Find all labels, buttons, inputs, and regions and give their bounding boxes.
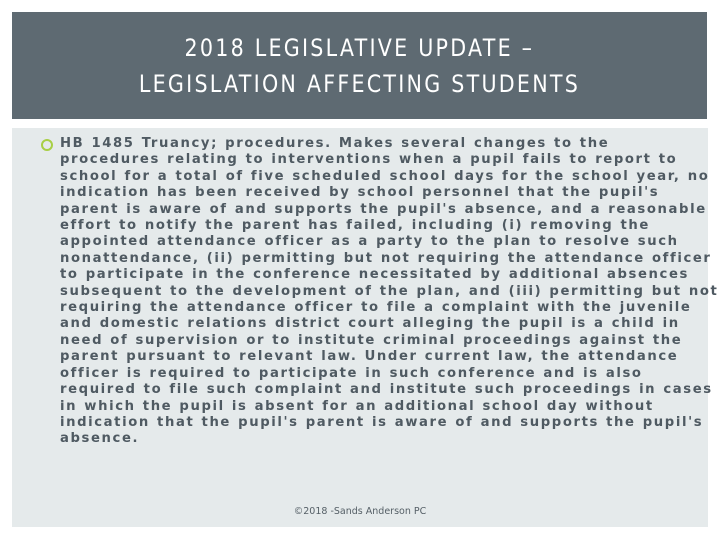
slide-title-line-2: LEGISLATION AFFECTING STUDENTS xyxy=(138,69,581,98)
text-line: effort to notify the parent has failed, including (i) removing the xyxy=(60,218,650,234)
text-line: in which the pupil is absent for an additional school day without xyxy=(60,398,654,414)
text-line: required to file such complaint and institute such proceedings in cases xyxy=(60,382,713,398)
slide-title-bar xyxy=(12,12,707,119)
text-line: nonattendance, (ii) permitting but not requiring the attendance officer xyxy=(60,250,712,266)
text-line: parent is aware of and supports the pupil's absence, and a reasonable xyxy=(60,201,707,217)
circle-bullet-icon xyxy=(41,139,53,151)
text-line: and domestic relations district court alleging the pupil is a child in xyxy=(60,316,680,332)
text-line: HB 1485 Truancy; procedures. Makes several changes to the xyxy=(60,136,610,151)
text-line: need of supervision or to institute criminal proceedings against the xyxy=(60,332,683,348)
text-line: subsequent to the development of the plan, and (iii) permitting but not xyxy=(60,283,719,299)
copyright-footer: ©2018 -Sands Anderson PC xyxy=(293,506,427,517)
text-line: parent pursuant to relevant law. Under current law, the attendance xyxy=(60,349,679,365)
text-line: indication that the pupil's parent is aware of and supports the pupil's xyxy=(60,414,704,430)
text-line: procedures relating to interventions when a pupil fails to report to xyxy=(60,152,678,168)
text-line: to participate in the conference necessitated by additional absences xyxy=(60,267,689,283)
text-line: officer is required to participate in such conference and is also xyxy=(60,365,643,381)
text-line: requiring the attendance officer to file a complaint with the juvenile xyxy=(60,300,692,316)
text-line: school for a total of five scheduled school days for the school year, no xyxy=(60,168,710,184)
text-line: absence. xyxy=(60,431,140,447)
text-line: indication has been received by school personnel that the pupil's xyxy=(60,185,660,201)
slide-title-line-1: 2018 LEGISLATIVE UPDATE – xyxy=(184,33,535,62)
text-line: appointed attendance officer as a party to the plan to resolve such xyxy=(60,234,679,250)
bill-description xyxy=(60,136,719,448)
content-panel xyxy=(12,128,719,527)
